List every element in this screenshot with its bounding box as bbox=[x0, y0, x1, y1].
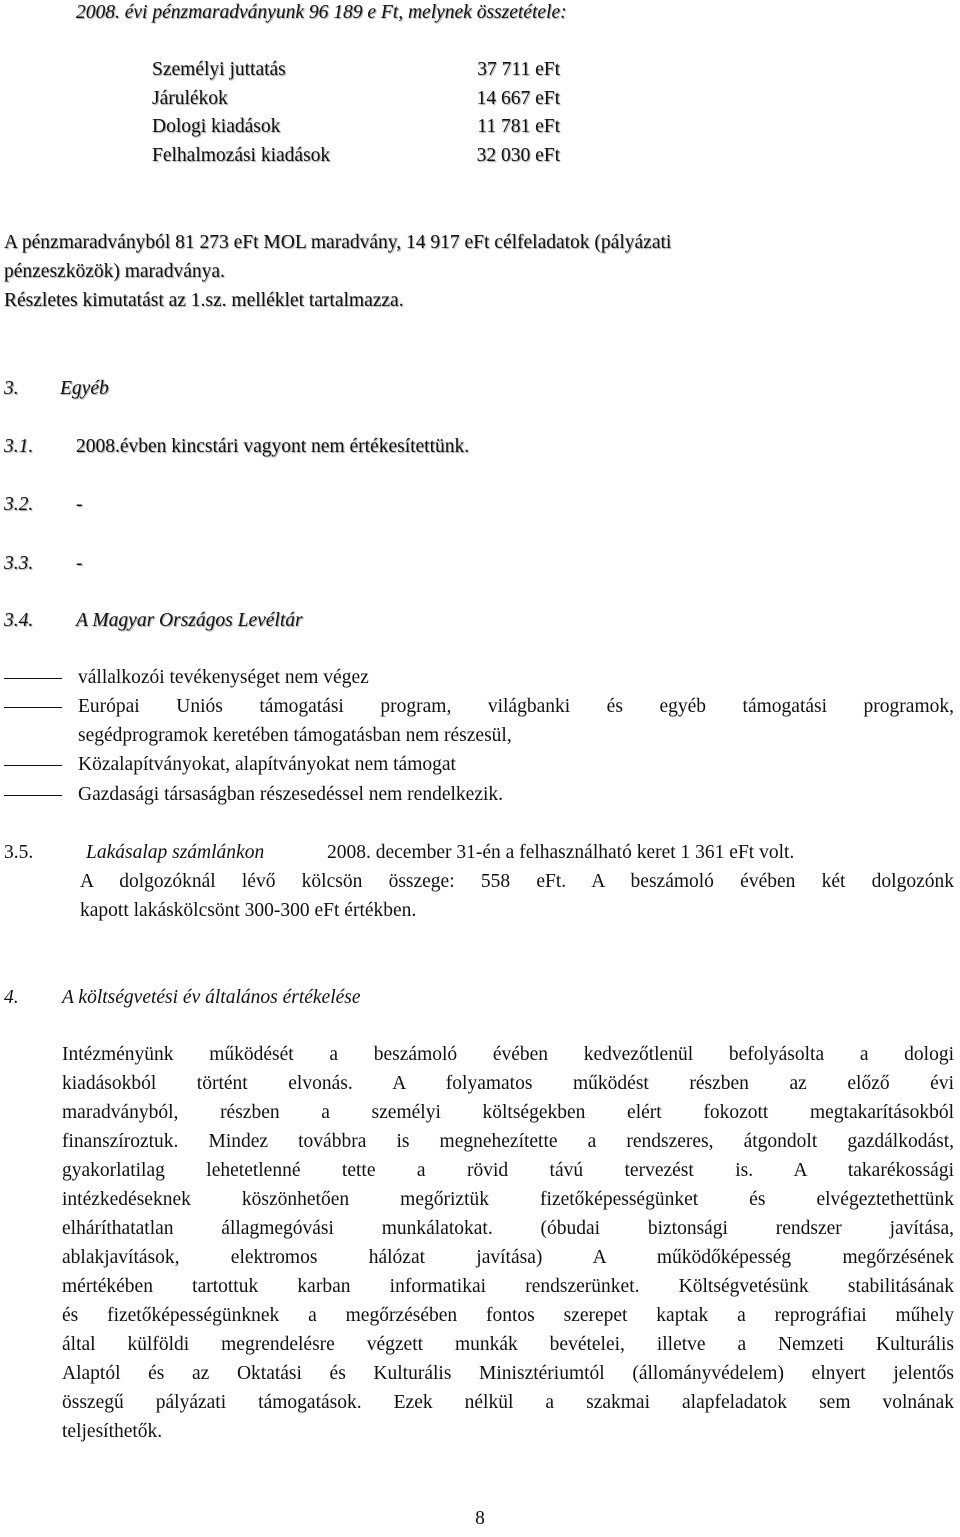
breakdown-value: 32 030 eFt bbox=[476, 145, 560, 166]
paragraph-line: Intézményünk működését a beszámoló évében kedvezőtlenül befolyásolta a dologi bbox=[62, 1044, 954, 1065]
paragraph-line: maradványból, részben a személyi költségekben elért fokozott megtakarításokból bbox=[62, 1102, 954, 1123]
paragraph-line: mértékében tartottuk karban informatikai rendszerünket. Költségvetésünk stabilitásának bbox=[62, 1276, 954, 1297]
paragraph-line: kiadásokból történt elvonás. A folyamatos működést részben az előző évi bbox=[62, 1073, 954, 1094]
dash-bullet bbox=[4, 795, 62, 796]
subsection-text: A dolgozóknál lévő kölcsön összege: 558 eFt. A beszámoló évében két dolgozónk bbox=[80, 871, 954, 892]
subsection-text: - bbox=[76, 553, 83, 574]
paragraph-line: által külföldi megrendelésre végzett munkák bevételei, illetve a Nemzeti Kulturális bbox=[62, 1334, 954, 1355]
subsection-number: 3.2. bbox=[4, 494, 34, 515]
dash-bullet bbox=[4, 707, 62, 708]
paragraph-line: és fizetőképességünknek a megőrzésében fontos szerepet kaptak a reprográfiai műhely bbox=[62, 1305, 954, 1326]
bullet-text: Gazdasági társaságban részesedéssel nem rendelkezik. bbox=[78, 784, 504, 805]
paragraph-line: Alaptól és az Oktatási és Kulturális Minisztériumtól (állományvédelem) elnyert jelentős bbox=[62, 1363, 954, 1384]
paragraph-line: gyakorlatilag lehetetlenné tette a rövid távú tervezést is. A takarékossági bbox=[62, 1160, 954, 1181]
summary-line: pénzeszközök) maradványa. bbox=[4, 261, 225, 282]
subsection-number: 3.5. bbox=[4, 842, 34, 863]
paragraph-line: teljesíthetők. bbox=[62, 1421, 163, 1442]
breakdown-label: Járulékok bbox=[152, 88, 228, 109]
subsection-number: 3.4. bbox=[4, 610, 34, 631]
breakdown-label: Felhalmozási kiadások bbox=[152, 145, 331, 166]
breakdown-value: 14 667 eFt bbox=[476, 88, 560, 109]
paragraph-line: ablakjavítások, elektromos hálózat javítása) A működőképesség megőrzésének bbox=[62, 1247, 954, 1268]
bullet-text: Közalapítványokat, alapítványokat nem támogat bbox=[78, 754, 456, 775]
bullet-text: vállalkozói tevékenységet nem végez bbox=[78, 667, 369, 688]
subsection-title: A Magyar Országos Levéltár bbox=[76, 610, 303, 631]
section-title: A költségvetési év általános értékelése bbox=[62, 987, 361, 1008]
page-number: 8 bbox=[475, 1508, 485, 1529]
paragraph-line: intézkedéseknek köszönhetően megőriztük fizetőképességünket és elvégeztethettünk bbox=[62, 1189, 954, 1210]
paragraph-line: finanszíroztuk. Mindez továbbra is megnehezítette a rendszeres, átgondolt gazdálkodást, bbox=[62, 1131, 954, 1152]
bullet-text: segédprogramok keretében támogatásban nem részesül, bbox=[78, 725, 512, 746]
intro-line: 2008. évi pénzmaradványunk 96 189 e Ft, melynek összetétele: bbox=[76, 2, 567, 23]
subsection-text: kapott lakáskölcsönt 300-300 eFt értékben. bbox=[80, 900, 417, 921]
breakdown-label: Dologi kiadások bbox=[152, 116, 281, 137]
section-title: Egyéb bbox=[60, 378, 109, 399]
summary-line: A pénzmaradványból 81 273 eFt MOL maradvány, 14 917 eFt célfeladatok (pályázati bbox=[4, 232, 672, 253]
paragraph-line: összegű pályázati támogatások. Ezek nélkül a szakmai alapfeladatok sem volnának bbox=[62, 1392, 954, 1413]
dash-bullet bbox=[4, 678, 62, 679]
section-number: 4. bbox=[4, 987, 19, 1008]
subsection-text: 2008. december 31-én a felhasználható keret 1 361 eFt volt. bbox=[327, 842, 795, 863]
dash-bullet bbox=[4, 765, 62, 766]
section-number: 3. bbox=[4, 378, 19, 399]
subsection-number: 3.3. bbox=[4, 553, 34, 574]
subsection-number: 3.1. bbox=[4, 436, 34, 457]
paragraph-line: elháríthatatlan állagmegóvási munkálatokat. (óbudai biztonsági rendszer javítása, bbox=[62, 1218, 954, 1239]
subsection-text: 2008.évben kincstári vagyont nem értékesítettünk. bbox=[76, 436, 470, 457]
breakdown-label: Személyi juttatás bbox=[152, 59, 286, 80]
subsection-title: Lakásalap számlánkon bbox=[86, 842, 265, 863]
breakdown-value: 11 781 eFt bbox=[477, 116, 560, 137]
subsection-text: - bbox=[76, 494, 83, 515]
summary-line: Részletes kimutatást az 1.sz. melléklet tartalmazza. bbox=[4, 290, 404, 311]
breakdown-value: 37 711 eFt bbox=[477, 59, 560, 80]
bullet-text: Európai Uniós támogatási program, világbanki és egyéb támogatási programok, bbox=[78, 696, 954, 717]
